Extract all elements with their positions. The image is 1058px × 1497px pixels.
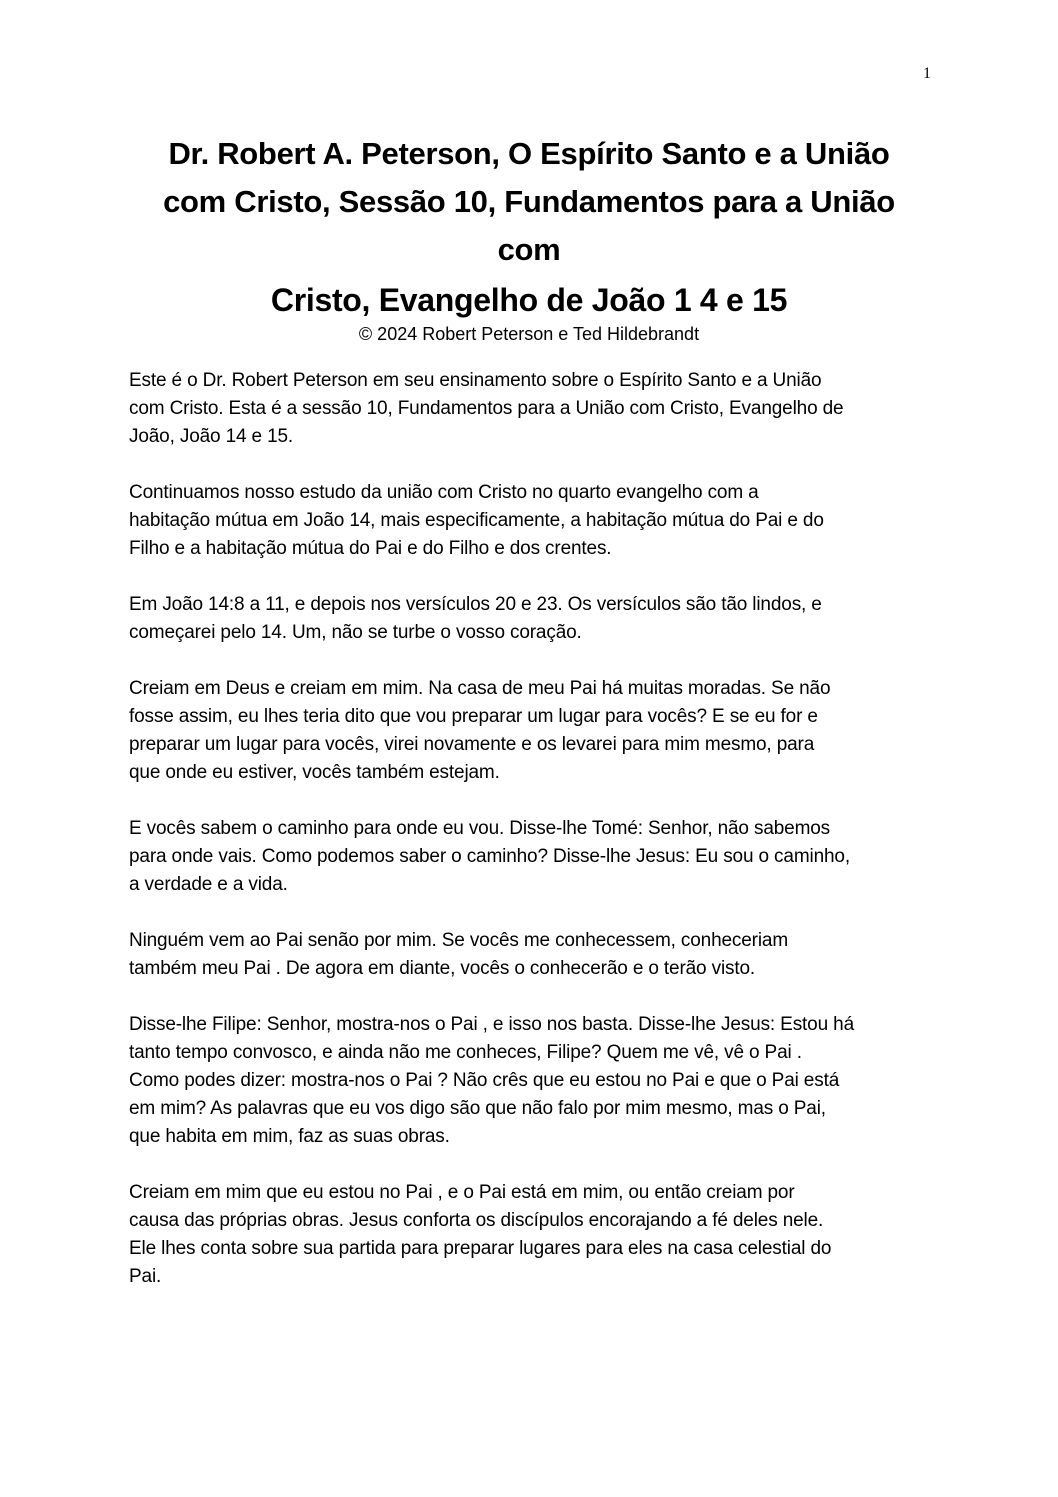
text-line: que habita em mim, faz as suas obras. (129, 1126, 450, 1147)
text-line: Ele lhes conta sobre sua partida para preparar lugares para eles na casa celestial do (129, 1238, 832, 1259)
text-line: em mim? As palavras que eu vos digo são que não falo por mim mesmo, mas o Pai, (129, 1098, 826, 1119)
page-number: 1 (923, 65, 931, 82)
text-line: também meu Pai . De agora em diante, vocês o conhecerão e o terão visto. (129, 958, 756, 979)
title-line: Dr. Robert A. Peterson, O Espírito Santo e a União (168, 136, 890, 171)
paragraph (129, 675, 929, 787)
text-line: começarei pelo 14. Um, não se turbe o vosso coração. (129, 622, 582, 643)
title-line: Cristo, Evangelho de João 1 4 e 15 (270, 282, 788, 318)
text-line: fosse assim, eu lhes teria dito que vou preparar um lugar para vocês? E se eu for e (129, 706, 818, 727)
paragraph (129, 1011, 929, 1151)
text-line: para onde vais. Como podemos saber o caminho? Disse-lhe Jesus: Eu sou o caminho, (129, 846, 850, 867)
text-line: Creiam em mim que eu estou no Pai , e o Pai está em mim, ou então creiam por (129, 1182, 795, 1203)
text-line: com Cristo. Esta é a sessão 10, Fundamentos para a União com Cristo, Evangelho de (129, 398, 844, 419)
text-line: Ninguém vem ao Pai senão por mim. Se vocês me conhecessem, conheceriam (129, 930, 789, 951)
text-line: Como podes dizer: mostra-nos o Pai ? Não crês que eu estou no Pai e que o Pai está (129, 1070, 840, 1091)
text-line: Continuamos nosso estudo da união com Cristo no quarto evangelho com a (129, 482, 759, 503)
document-body (129, 367, 929, 1319)
document-title (128, 130, 930, 346)
paragraph (129, 927, 929, 983)
text-line: habitação mútua em João 14, mais especificamente, a habitação mútua do Pai e do (129, 510, 824, 531)
text-line: Pai. (129, 1266, 162, 1287)
paragraph (129, 479, 929, 563)
title-line: com Cristo, Sessão 10, Fundamentos para a União (163, 184, 895, 219)
copyright-notice: © 2024 Robert Peterson e Ted Hildebrandt (358, 324, 700, 344)
text-line: Este é o Dr. Robert Peterson em seu ensinamento sobre o Espírito Santo e a União (129, 370, 822, 391)
text-line: E vocês sabem o caminho para onde eu vou. Disse-lhe Tomé: Senhor, não sabemos (129, 818, 831, 839)
paragraph (129, 815, 929, 899)
text-line: causa das próprias obras. Jesus conforta os discípulos encorajando a fé deles nele. (129, 1210, 824, 1231)
paragraph (129, 367, 929, 451)
text-line: preparar um lugar para vocês, virei novamente e os levarei para mim mesmo, para (129, 734, 815, 755)
text-line: Creiam em Deus e creiam em mim. Na casa de meu Pai há muitas moradas. Se não (129, 678, 831, 699)
text-line: Disse-lhe Filipe: Senhor, mostra-nos o Pai , e isso nos basta. Disse-lhe Jesus: Estou há (129, 1014, 854, 1035)
text-line: João, João 14 e 15. (129, 426, 294, 447)
text-line: Filho e a habitação mútua do Pai e do Filho e dos crentes. (129, 538, 612, 559)
text-line: tanto tempo convosco, e ainda não me conheces, Filipe? Quem me vê, vê o Pai . (129, 1042, 802, 1063)
title-line: com (497, 232, 561, 267)
text-line: Em João 14:8 a 11, e depois nos versículos 20 e 23. Os versículos são tão lindos, e (129, 594, 822, 615)
text-line: que onde eu estiver, vocês também estejam. (129, 762, 500, 783)
paragraph (129, 591, 929, 647)
text-line: a verdade e a vida. (129, 874, 288, 895)
paragraph (129, 1179, 929, 1291)
